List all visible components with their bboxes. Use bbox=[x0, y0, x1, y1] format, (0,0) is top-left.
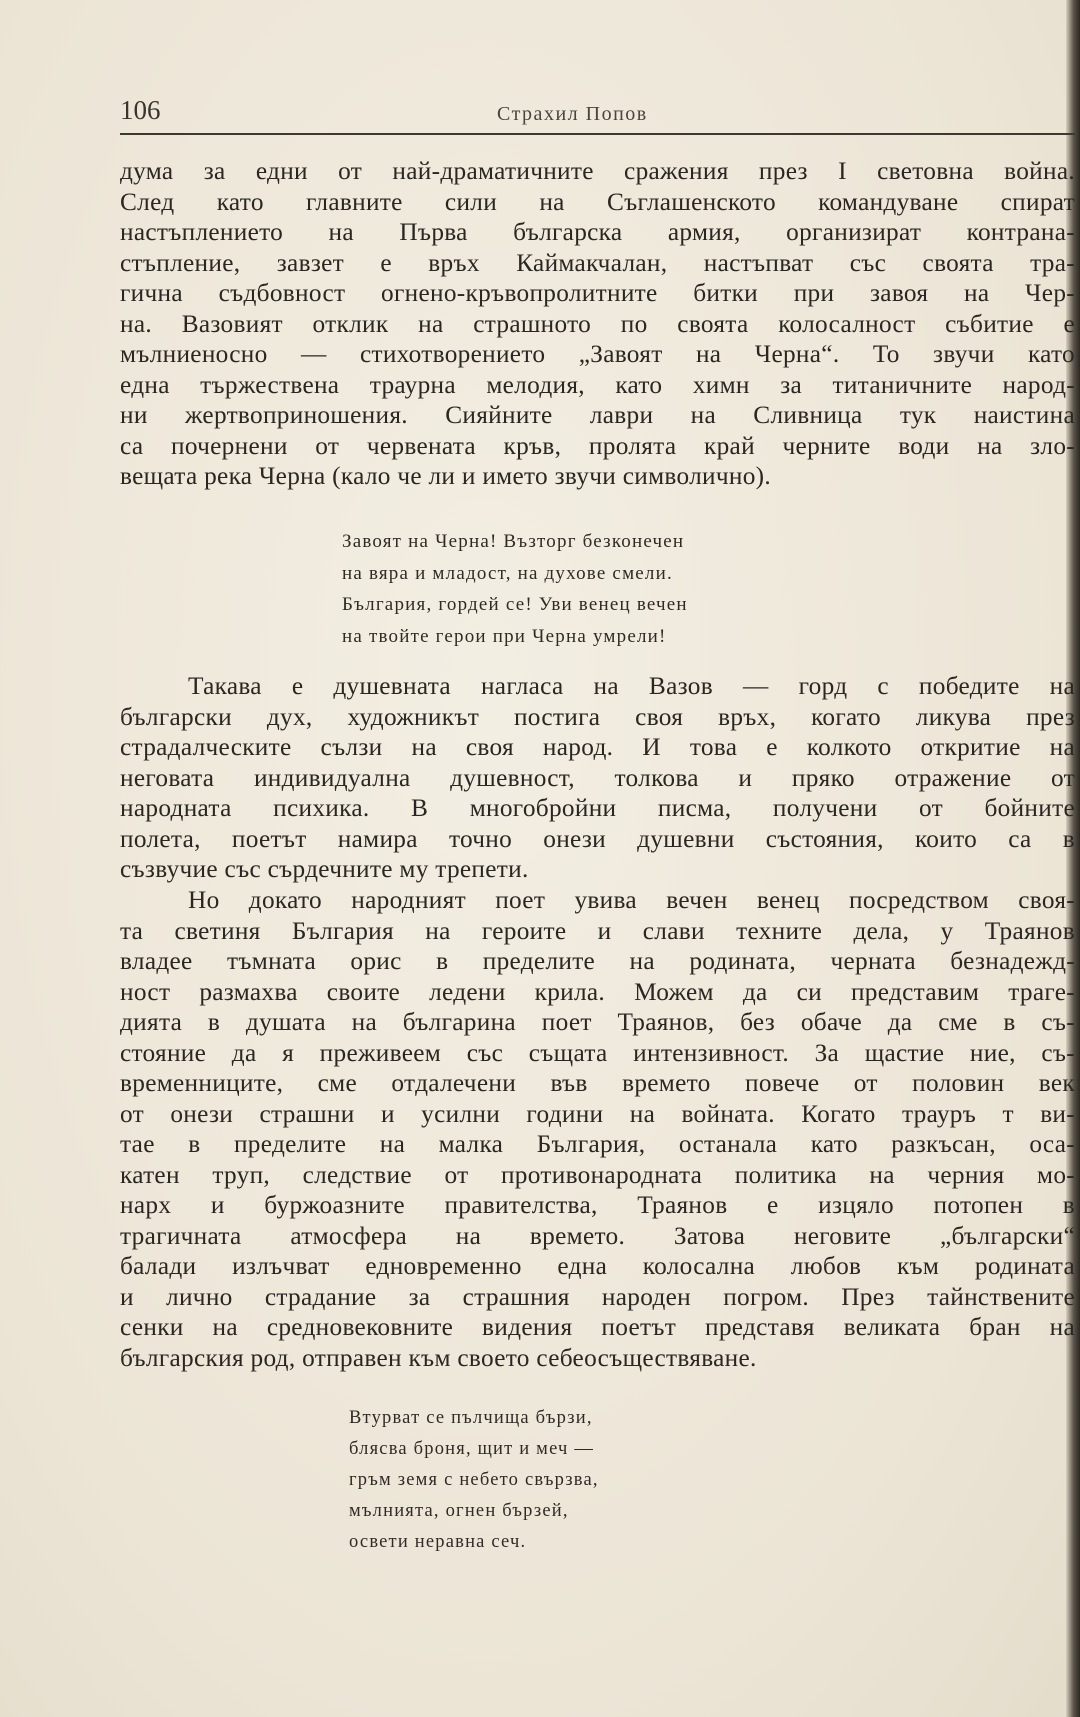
text-line: владее тъмната орис в пределите на родината, черната безнадежд- bbox=[120, 947, 1075, 975]
text-line: гична съдбовност огнено-кръвопролитните битки при завоя на Чер- bbox=[120, 279, 1075, 307]
verse-line: Завоят на Черна! Възторг безконечен bbox=[342, 531, 685, 552]
text-line: ност размахва своите ледени крила. Можем да си представим траге- bbox=[120, 977, 1075, 1006]
text-line: дума за едни от най-драматичните сражения през I световна война. bbox=[120, 157, 1075, 185]
text-line: Такава е душевната нагласа на Вазов — горд с победите на bbox=[188, 672, 1075, 700]
verse-1 bbox=[342, 526, 688, 652]
verse-line: освети неравна сеч. bbox=[349, 1532, 527, 1552]
text-line: една тържествена траурна мелодия, като химн за титаничните народ- bbox=[120, 370, 1075, 399]
text-line: мълниеносно — стихотворението „Завоят на Черна“. То звучи като bbox=[120, 340, 1075, 368]
text-line: стъпление, завзет е връх Каймакчалан, настъпват със своята тра- bbox=[120, 248, 1075, 277]
text-line: страдалческите сълзи на своя народ. И това е колкото откритие на bbox=[120, 733, 1075, 761]
verse-line: Втурват се пълчища бързи, bbox=[349, 1408, 593, 1428]
text-line: След като главните сили на Съглашенското командуване спират bbox=[120, 187, 1075, 216]
paragraph-3 bbox=[120, 885, 1075, 1373]
text-line: стояние да я преживеем със същата интензивност. За щастие ние, съ- bbox=[120, 1038, 1075, 1067]
text-line: от онези страшни и усилни години на войната. Когато трауръ т ви- bbox=[120, 1099, 1075, 1128]
text-line: временниците, сме отдалечени във времето повече от половин век bbox=[120, 1069, 1075, 1097]
text-line: та светиня България на героите и слави техните дела, у Траянов bbox=[120, 916, 1075, 945]
verse-line: мълнията, огнен бързей, bbox=[349, 1501, 569, 1521]
page-number: 106 bbox=[120, 95, 161, 125]
verse-2 bbox=[349, 1403, 599, 1558]
text-line: са почернени от червената кръв, пролята край черните води на зло- bbox=[120, 431, 1075, 460]
text-line: нарх и буржоазните правителства, Траянов е изцяло потопен в bbox=[120, 1191, 1075, 1219]
paragraph-1 bbox=[120, 156, 1075, 492]
text-line: балади излъчват едновременно една колосална любов към родината bbox=[120, 1252, 1075, 1280]
text-line: българския род, отправен към своето себеосъществяване. bbox=[120, 1343, 757, 1372]
text-line: на. Вазовият отклик на страшното по своята колосалност събитие е bbox=[120, 309, 1075, 338]
text-line: настъплението на Първа българска армия, организират контрана- bbox=[120, 218, 1075, 246]
text-line: съзвучие със сърдечните му трепети. bbox=[120, 855, 529, 883]
verse-line: на вяра и младост, на духове смели. bbox=[342, 562, 673, 584]
verse-line: на твойте герои при Черна умрели! bbox=[342, 625, 667, 647]
text-line: Но докато народният поет увива вечен венец посредством своя- bbox=[188, 886, 1075, 914]
text-line: тае в пределите на малка България, останала като разкъсан, оса- bbox=[120, 1130, 1075, 1158]
text-line: народната психика. В многобройни писма, получени от бойните bbox=[120, 794, 1075, 822]
text-line: катен труп, следствие от противонародната политика на черния мо- bbox=[120, 1160, 1075, 1189]
text-line: неговата индивидуална душевност, толкова и пряко отражение от bbox=[120, 763, 1075, 792]
text-line: полета, поетът намира точно онези душевни състояния, които са в bbox=[120, 824, 1075, 853]
text-line: и лично страдание за страшния народен погром. През тайнствените bbox=[120, 1282, 1075, 1311]
text-line: български дух, художникът постига своя връх, когато ликува през bbox=[120, 702, 1075, 731]
paragraph-2 bbox=[120, 671, 1075, 885]
text-line: ни жертвоприношения. Сияйните лаври на Сливница тук наистина bbox=[120, 401, 1075, 429]
verse-line: гръм земя с небето свързва, bbox=[349, 1470, 599, 1490]
text-line: вещата река Черна (кало че ли и името звучи символично). bbox=[120, 462, 771, 490]
header-rule bbox=[120, 133, 1075, 135]
text-line: сенки на средновековните видения поетът представя великата бран на bbox=[120, 1313, 1075, 1341]
running-title: Страхил Попов bbox=[497, 103, 648, 125]
page-header bbox=[120, 95, 1075, 135]
text-line: дията в душата на българина поет Траянов, без обаче да сме в съ- bbox=[120, 1008, 1075, 1036]
text-line: трагичната атмосфера на времето. Затова неговите „български“ bbox=[120, 1221, 1075, 1250]
verse-line: България, гордей се! Уви венец вечен bbox=[342, 594, 688, 615]
verse-line: блясва броня, щит и меч — bbox=[349, 1439, 595, 1459]
